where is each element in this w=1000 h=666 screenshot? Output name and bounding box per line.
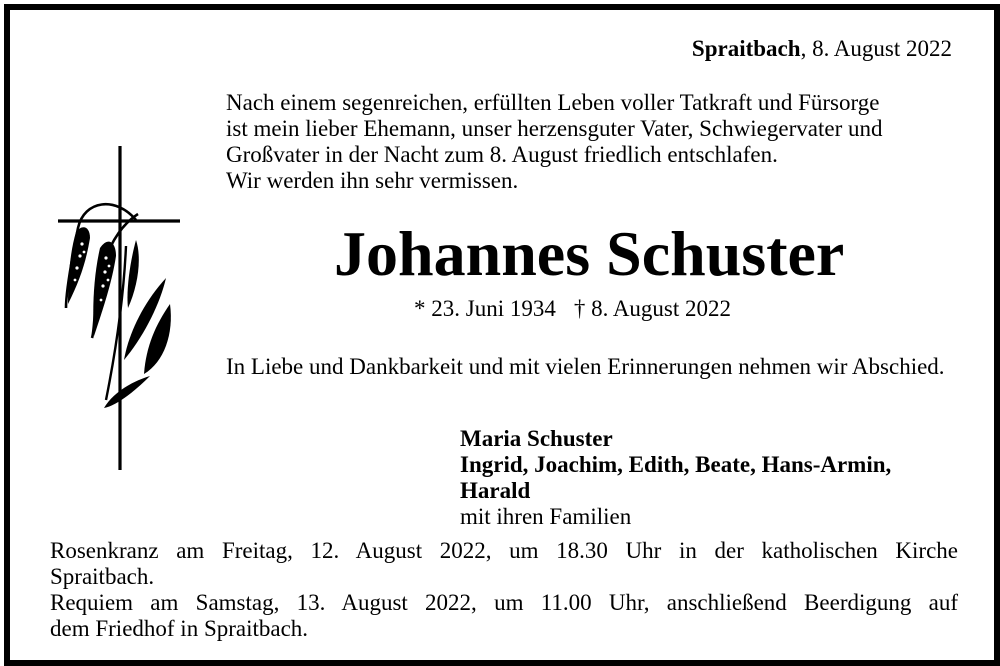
service-info: [50, 538, 958, 642]
rosary-line: Rosenkranz am Freitag, 12. August 2022, um 18.30 Uhr in der katholischen Kirche: [50, 538, 958, 563]
death-date: † 8. August 2022: [573, 296, 732, 321]
rosary-info: [50, 538, 958, 590]
requiem-line-end: dem Friedhof in Spraitbach.: [50, 616, 309, 641]
intro-line: Nach einem segenreichen, erfüllten Leben voller Tatkraft und Fürsorge: [226, 90, 880, 115]
obituary-notice: [4, 4, 1000, 666]
cross-with-wheat-icon: [54, 140, 194, 470]
intro-line: ist mein lieber Ehemann, unser herzensguter Vater, Schwiegervater und: [226, 116, 883, 141]
rosary-line-end: Spraitbach.: [50, 564, 155, 589]
intro-line: Großvater in der Nacht zum 8. August friedlich entschlafen.: [226, 142, 778, 167]
mourner-last-child: Harald: [460, 478, 531, 503]
mourner-families: mit ihren Familien: [460, 504, 632, 529]
mourner-children: Ingrid, Joachim, Edith, Beate, Hans-Armin,: [460, 452, 892, 477]
deceased-name: Johannes Schuster: [334, 218, 845, 289]
farewell-text: In Liebe und Dankbarkeit und mit vielen Erinnerungen nehmen wir Abschied.: [226, 354, 945, 379]
notice-date: , 8. August 2022: [800, 36, 952, 61]
life-dates: [414, 296, 731, 322]
intro-line: Wir werden ihn sehr vermissen.: [226, 168, 519, 193]
requiem-info: [50, 590, 958, 642]
requiem-line: Requiem am Samstag, 13. August 2022, um 11.00 Uhr, anschließend Beerdigung auf: [50, 590, 958, 615]
birth-date: * 23. Juni 1934: [414, 296, 556, 321]
intro-text: [226, 90, 966, 194]
place-date-line: [692, 36, 952, 62]
mourners-list: [460, 426, 891, 530]
place-name: Spraitbach: [691, 36, 801, 61]
mourner-widow: Maria Schuster: [460, 426, 613, 451]
